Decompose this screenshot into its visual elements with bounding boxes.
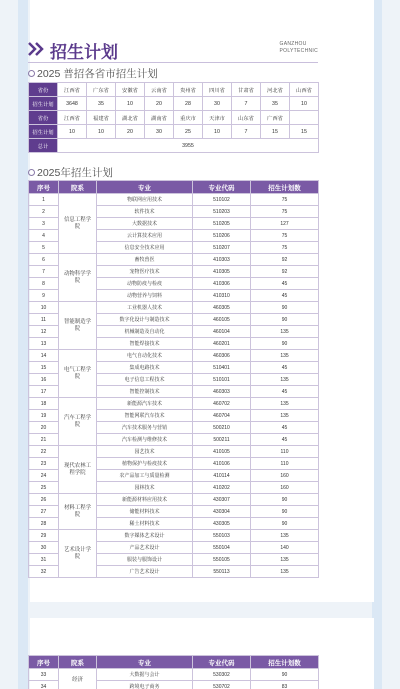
major-cell: 数字媒体艺术设计	[97, 530, 193, 542]
major-code-cell: 510207	[193, 242, 251, 254]
plan-count-cell: 90	[251, 302, 319, 314]
plan-count-cell: 135	[251, 554, 319, 566]
province-cell: 湖南省	[145, 111, 174, 125]
major-code-cell: 510101	[193, 374, 251, 386]
seq-cell: 3	[29, 218, 59, 230]
major-code-cell: 510203	[193, 206, 251, 218]
page-edge-left	[18, 0, 28, 689]
major-code-cell: 550103	[193, 530, 251, 542]
major-cell: 产品艺术设计	[97, 542, 193, 554]
seq-cell: 33	[29, 669, 59, 681]
major-cell: 机械制造及自动化	[97, 326, 193, 338]
province-cell: 河北省	[261, 83, 290, 97]
seq-cell: 23	[29, 458, 59, 470]
seq-cell: 6	[29, 254, 59, 266]
province-cell: 安徽省	[116, 83, 145, 97]
plan-count-cell: 45	[251, 386, 319, 398]
column-header: 序号	[29, 181, 59, 194]
plan-count-cell: 75	[251, 194, 319, 206]
plan-cell: 10	[87, 125, 116, 139]
major-plan-table	[28, 180, 319, 578]
plan-cell: 35	[87, 97, 116, 111]
section-title-provinces-text: 2025 普招各省市招生计划	[37, 68, 158, 80]
plan-count-cell: 140	[251, 542, 319, 554]
major-cell: 物联网应用技术	[97, 194, 193, 206]
major-cell: 动物防疫与检疫	[97, 278, 193, 290]
department-cell: 经济	[59, 669, 97, 689]
department-cell: 电气工程学院	[59, 350, 97, 398]
plan-cell: 10	[203, 125, 232, 139]
major-cell: 新能源材料应用技术	[97, 494, 193, 506]
major-code-cell: 460105	[193, 314, 251, 326]
major-cell: 服装与服饰设计	[97, 554, 193, 566]
province-row-2	[29, 111, 319, 125]
major-cell: 储能材料技术	[97, 506, 193, 518]
major-code-cell: 460201	[193, 338, 251, 350]
header-divider	[28, 62, 318, 63]
seq-cell: 34	[29, 681, 59, 689]
seq-cell: 31	[29, 554, 59, 566]
plan-count-cell: 135	[251, 398, 319, 410]
major-code-cell: 410105	[193, 446, 251, 458]
plan-count-cell: 90	[251, 506, 319, 518]
department-cell: 现代农林工程学院	[59, 446, 97, 494]
province-cell: 四川省	[203, 83, 232, 97]
major-cell: 智能焊接技术	[97, 338, 193, 350]
seq-cell: 26	[29, 494, 59, 506]
seq-cell: 25	[29, 482, 59, 494]
section-title-majors	[28, 165, 113, 180]
plan-count-cell: 135	[251, 566, 319, 578]
total-row	[29, 139, 319, 153]
plan-row-2	[29, 125, 319, 139]
table-header-row	[29, 181, 319, 194]
seq-cell: 28	[29, 518, 59, 530]
province-plan-table	[28, 82, 319, 153]
seq-cell: 21	[29, 434, 59, 446]
major-code-cell: 510401	[193, 362, 251, 374]
major-cell: 广告艺术设计	[97, 566, 193, 578]
column-header: 院系	[59, 656, 97, 669]
province-cell: 江西省	[58, 111, 87, 125]
major-code-cell: 460104	[193, 326, 251, 338]
plan-cell: 10	[290, 97, 319, 111]
seq-cell: 9	[29, 290, 59, 302]
major-cell: 软件技术	[97, 206, 193, 218]
major-cell: 汽车检测与维修技术	[97, 434, 193, 446]
column-header: 专业代码	[193, 656, 251, 669]
major-cell: 新能源汽车技术	[97, 398, 193, 410]
plan-count-cell: 135	[251, 410, 319, 422]
major-cell: 植物保护与检疫技术	[97, 458, 193, 470]
province-cell: 江西省	[58, 83, 87, 97]
major-code-cell: 410305	[193, 266, 251, 278]
plan-cell: 28	[174, 97, 203, 111]
seq-cell: 15	[29, 362, 59, 374]
department-cell: 材料工程学院	[59, 494, 97, 530]
major-cell: 云计算技术应用	[97, 230, 193, 242]
province-cell: 重庆市	[174, 111, 203, 125]
circle-bullet-icon	[28, 70, 35, 77]
seq-cell: 13	[29, 338, 59, 350]
major-code-cell: 430304	[193, 506, 251, 518]
plan-cell: 20	[116, 125, 145, 139]
table-row	[29, 494, 319, 506]
plan-count-cell: 90	[251, 314, 319, 326]
plan-cell: 15	[290, 125, 319, 139]
major-code-cell: 550113	[193, 566, 251, 578]
column-header: 招生计划数	[251, 656, 319, 669]
table-row	[29, 350, 319, 362]
plan-count-cell: 135	[251, 350, 319, 362]
major-code-cell: 530302	[193, 669, 251, 681]
province-cell: 贵州省	[174, 83, 203, 97]
column-header: 专业代码	[193, 181, 251, 194]
section-title-majors-text: 2025年招生计划	[37, 167, 113, 179]
seq-cell: 30	[29, 542, 59, 554]
major-cell: 动物营养与饲料	[97, 290, 193, 302]
double-chevron-icon	[28, 42, 46, 56]
column-header: 专业	[97, 181, 193, 194]
seq-cell: 19	[29, 410, 59, 422]
seq-cell: 5	[29, 242, 59, 254]
seq-cell: 24	[29, 470, 59, 482]
plan-count-cell: 135	[251, 326, 319, 338]
major-cell: 农产品加工与质量检测	[97, 470, 193, 482]
province-cell: 广东省	[87, 83, 116, 97]
major-plan-table-page2	[28, 655, 319, 689]
major-code-cell: 410303	[193, 254, 251, 266]
plan-count-cell: 45	[251, 422, 319, 434]
major-cell: 宠物医疗技术	[97, 266, 193, 278]
major-code-cell: 550104	[193, 542, 251, 554]
major-cell: 数字化设计与制造技术	[97, 314, 193, 326]
department-cell: 汽车工程学院	[59, 398, 97, 446]
table-row	[29, 398, 319, 410]
table-row	[29, 669, 319, 681]
department-cell: 智能制造学院	[59, 302, 97, 350]
plan-count-cell: 83	[251, 681, 319, 689]
seq-cell: 4	[29, 230, 59, 242]
major-cell: 工业机器人技术	[97, 302, 193, 314]
major-cell: 智能控制技术	[97, 386, 193, 398]
plan-count-cell: 90	[251, 494, 319, 506]
seq-cell: 27	[29, 506, 59, 518]
province-cell-empty	[290, 111, 319, 125]
major-code-cell: 500210	[193, 422, 251, 434]
plan-count-cell: 160	[251, 470, 319, 482]
seq-cell: 7	[29, 266, 59, 278]
column-header: 专业	[97, 656, 193, 669]
plan-cell: 25	[174, 125, 203, 139]
table-row	[29, 302, 319, 314]
row-label: 省份	[29, 83, 58, 97]
column-header: 招生计划数	[251, 181, 319, 194]
department-cell: 动物科学学院	[59, 254, 97, 302]
plan-count-cell: 160	[251, 482, 319, 494]
plan-count-cell: 110	[251, 458, 319, 470]
major-code-cell: 410106	[193, 458, 251, 470]
major-cell: 汽车技术服务与营销	[97, 422, 193, 434]
plan-cell: 20	[145, 97, 174, 111]
plan-cell: 7	[232, 97, 261, 111]
plan-cell: 15	[261, 125, 290, 139]
major-code-cell: 460303	[193, 386, 251, 398]
plan-count-cell: 127	[251, 218, 319, 230]
plan-count-cell: 75	[251, 206, 319, 218]
seq-cell: 12	[29, 326, 59, 338]
seq-cell: 2	[29, 206, 59, 218]
table-row	[29, 446, 319, 458]
province-cell: 湖北省	[116, 111, 145, 125]
plan-count-cell: 92	[251, 266, 319, 278]
major-cell: 电气自动化技术	[97, 350, 193, 362]
table-row	[29, 194, 319, 206]
seq-cell: 10	[29, 302, 59, 314]
circle-bullet-icon	[28, 169, 35, 176]
major-code-cell: 550105	[193, 554, 251, 566]
plan-count-cell: 45	[251, 434, 319, 446]
major-code-cell: 430305	[193, 518, 251, 530]
plan-count-cell: 110	[251, 446, 319, 458]
major-code-cell: 460305	[193, 302, 251, 314]
plan-count-cell: 90	[251, 669, 319, 681]
major-cell: 大数据与会计	[97, 669, 193, 681]
seq-cell: 11	[29, 314, 59, 326]
plan-count-cell: 90	[251, 338, 319, 350]
province-cell: 天津市	[203, 111, 232, 125]
school-name-english	[280, 41, 319, 55]
major-cell: 智能网联汽车技术	[97, 410, 193, 422]
major-cell: 稀土材料技术	[97, 518, 193, 530]
province-row-1	[29, 83, 319, 97]
school-name-line2: POLYTECHNIC	[279, 48, 318, 54]
plan-count-cell: 135	[251, 374, 319, 386]
table-header-row	[29, 656, 319, 669]
plan-count-cell: 45	[251, 362, 319, 374]
major-code-cell: 510102	[193, 194, 251, 206]
department-cell: 艺术设计学院	[59, 530, 97, 578]
major-cell: 集成电路技术	[97, 362, 193, 374]
plan-cell: 7	[232, 125, 261, 139]
major-cell: 信息安全技术应用	[97, 242, 193, 254]
total-cell: 3955	[58, 139, 319, 153]
row-label: 省份	[29, 111, 58, 125]
major-cell: 大数据技术	[97, 218, 193, 230]
plan-cell: 10	[58, 125, 87, 139]
column-header: 序号	[29, 656, 59, 669]
seq-cell: 16	[29, 374, 59, 386]
plan-cell: 10	[116, 97, 145, 111]
major-cell: 园艺技术	[97, 446, 193, 458]
major-cell: 电子信息工程技术	[97, 374, 193, 386]
row-label: 招生计划	[29, 97, 58, 111]
major-code-cell: 460702	[193, 398, 251, 410]
province-cell: 福建省	[87, 111, 116, 125]
province-cell: 山西省	[290, 83, 319, 97]
major-code-cell: 530702	[193, 681, 251, 689]
major-code-cell: 410114	[193, 470, 251, 482]
major-code-cell: 410202	[193, 482, 251, 494]
row-label: 总计	[29, 139, 58, 153]
plan-count-cell: 135	[251, 530, 319, 542]
major-code-cell: 460306	[193, 350, 251, 362]
major-code-cell: 500211	[193, 434, 251, 446]
major-cell: 畜牧兽医	[97, 254, 193, 266]
seq-cell: 32	[29, 566, 59, 578]
major-code-cell: 510206	[193, 230, 251, 242]
province-cell: 广西省	[261, 111, 290, 125]
major-cell: 跨境电子商务	[97, 681, 193, 689]
seq-cell: 14	[29, 350, 59, 362]
seq-cell: 1	[29, 194, 59, 206]
page-header	[28, 38, 318, 64]
major-code-cell: 410306	[193, 278, 251, 290]
plan-cell: 30	[203, 97, 232, 111]
province-cell: 云南省	[145, 83, 174, 97]
plan-count-cell: 45	[251, 278, 319, 290]
major-code-cell: 410310	[193, 290, 251, 302]
plan-count-cell: 75	[251, 230, 319, 242]
table-row	[29, 530, 319, 542]
plan-count-cell: 75	[251, 242, 319, 254]
seq-cell: 22	[29, 446, 59, 458]
school-name-line1: GANZHOU	[279, 41, 307, 47]
province-cell: 山东省	[232, 111, 261, 125]
plan-count-cell: 90	[251, 518, 319, 530]
seq-cell: 29	[29, 530, 59, 542]
seq-cell: 8	[29, 278, 59, 290]
province-cell: 甘肃省	[232, 83, 261, 97]
plan-count-cell: 92	[251, 254, 319, 266]
major-cell: 园林技术	[97, 482, 193, 494]
major-code-cell: 510205	[193, 218, 251, 230]
column-header: 院系	[59, 181, 97, 194]
major-code-cell: 430307	[193, 494, 251, 506]
page-title: 招生计划	[50, 43, 118, 62]
seq-cell: 17	[29, 386, 59, 398]
row-label: 招生计划	[29, 125, 58, 139]
plan-row-1	[29, 97, 319, 111]
plan-cell: 30	[145, 125, 174, 139]
plan-cell: 3648	[58, 97, 87, 111]
plan-count-cell: 45	[251, 290, 319, 302]
department-cell: 信息工程学院	[59, 194, 97, 254]
table-row	[29, 254, 319, 266]
seq-cell: 20	[29, 422, 59, 434]
major-code-cell: 460704	[193, 410, 251, 422]
section-title-provinces	[28, 66, 158, 81]
seq-cell: 18	[29, 398, 59, 410]
plan-cell: 35	[261, 97, 290, 111]
